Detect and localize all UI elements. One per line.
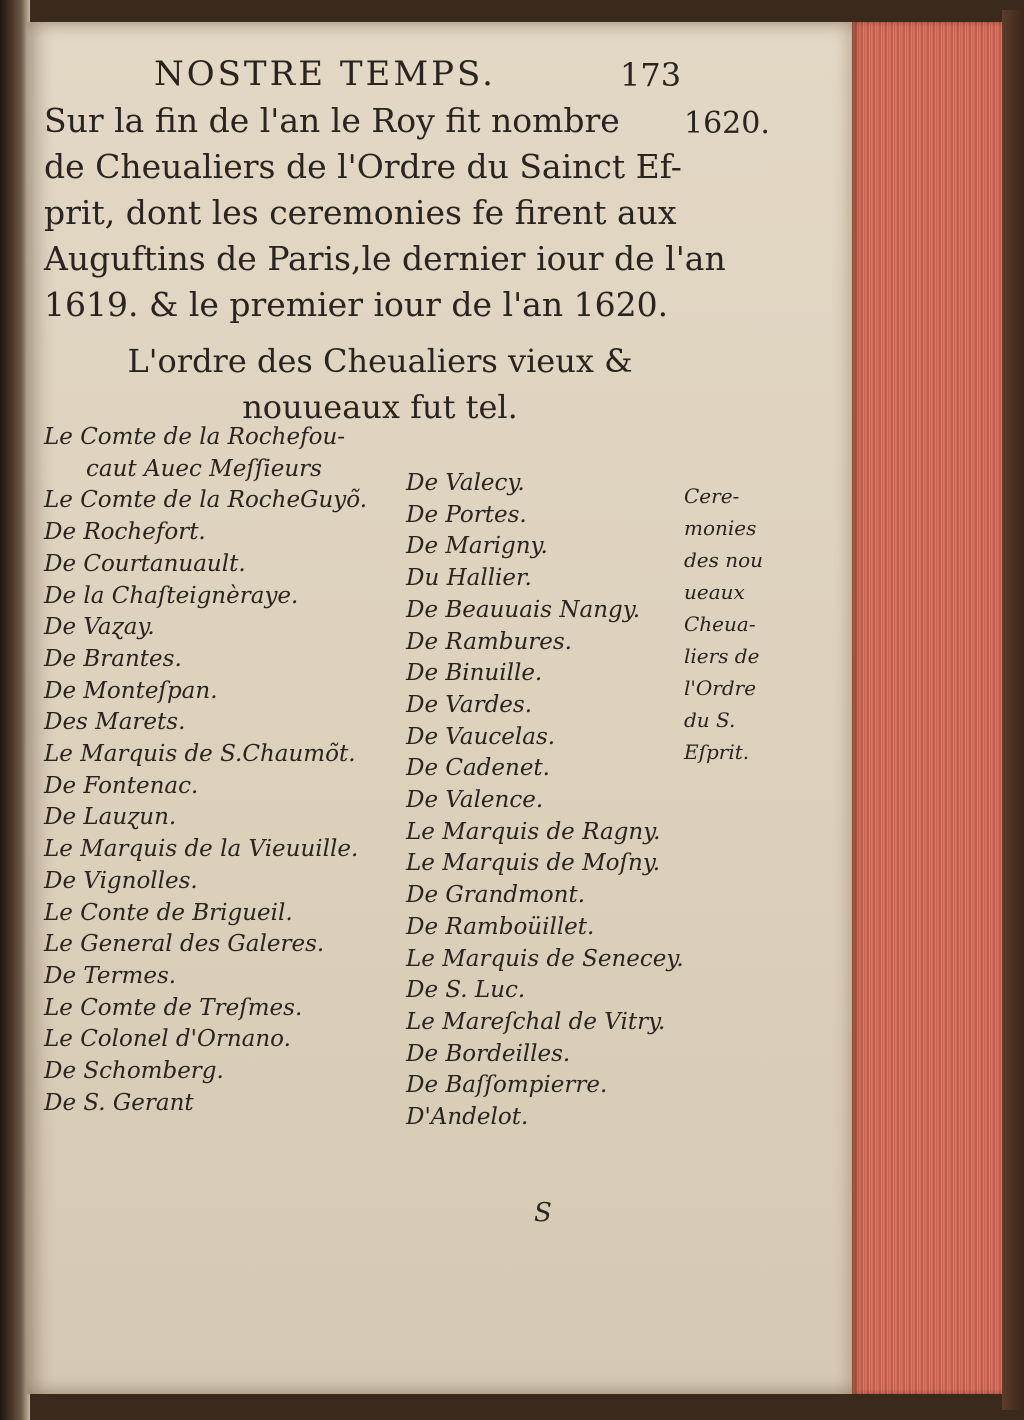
list-item: D'Andelot. [406,1104,529,1131]
list-item: De Courtanuault. [44,550,246,577]
paragraph-line: Auguftins de Paris,le dernier iour de l'an [44,239,726,278]
paragraph-line: 1619. & le premier iour de l'an 1620. [44,285,669,324]
section-heading [40,338,720,430]
list-item: Le Conte de Brigueil. [44,899,293,926]
list-item: De Termes. [44,962,177,989]
list-item: De Brantes. [44,645,182,672]
note-line: des nou [684,548,764,572]
list-item: De Vaɀay. [44,614,155,641]
note-line: ueaux [684,580,745,604]
list-item: De Valence. [406,787,544,814]
margin-year: 1620. [684,106,770,141]
list-item: De Rambures. [406,628,572,655]
list-item: Le Comte de la Rochefou- [44,424,346,450]
running-header: NOSTRE TEMPS. [154,54,496,94]
page-edges [852,22,1002,1394]
list-item: De Baſſompierre. [406,1072,608,1099]
list-item: De S. Gerant [44,1089,194,1116]
list-item: De Cadenet. [406,755,550,782]
list-item: Le Marquis de Moſny. [406,850,661,877]
list-item: Des Marets. [44,709,186,736]
list-item: Le Marquis de Senecey. [406,945,684,972]
list-item: De S. Luc. [406,977,526,1004]
list-item: Le Mareſchal de Vitry. [406,1008,666,1035]
list-item: De Beauuais Nangy. [406,596,641,623]
list-item: De Vaucelas. [406,723,556,750]
list-item: De Vardes. [406,691,533,718]
right-column-list [406,468,684,1134]
list-item: Le Marquis de S.Chaumõt. [44,741,356,768]
note-line: l'Ordre [684,676,757,700]
note-line: liers de [684,644,760,668]
paragraph-line: prit, dont les ceremonies fe firent aux [44,193,677,232]
book-cover [1002,10,1024,1410]
list-item: caut Auec Meſſieurs [86,455,322,482]
list-item: De Lauɀun. [44,804,177,831]
note-line: monies [684,516,757,540]
list-item: De Valecy. [406,470,525,496]
note-line: Cheua- [684,612,756,636]
heading-line: nouueaux fut tel. [242,388,518,426]
list-item: Du Hallier. [406,565,532,592]
note-line: du S. [684,708,736,732]
list-item: Le Comte de Treſmes. [44,994,303,1021]
intro-paragraph [44,98,744,328]
note-line: Cere- [684,484,740,508]
left-column-list [44,422,367,1119]
list-item: De Binuille. [406,660,543,687]
heading-line: L'ordre des Cheualiers vieux & [127,342,633,380]
list-item: Le Marquis de Ragny. [406,818,661,845]
page-number: 173 [620,56,682,94]
list-item: De Portes. [406,501,527,528]
list-item: De Bordeilles. [406,1040,571,1067]
paragraph-line: de Cheualiers de l'Ordre du Sainct Ef- [44,147,682,186]
list-item: De Fontenac. [44,772,199,799]
paragraph-line: Sur la fin de l'an le Roy fit nombre [44,101,620,140]
list-item: De Ramboüillet. [406,913,595,940]
list-item: Le Marquis de la Vieuuille. [44,836,359,863]
list-item: Le Colonel d'Ornano. [44,1026,291,1053]
list-item: De Grandmont. [406,882,586,909]
note-line: Eſprit. [684,740,750,764]
list-item: De Schomberg. [44,1058,224,1085]
list-item: Le General des Galeres. [44,931,325,958]
marginal-note [684,480,784,768]
list-item: De Monteſpan. [44,677,218,704]
list-item: De Marigny. [406,533,548,560]
list-item: De Rochefort. [44,519,206,546]
list-item: De la Chaſteignèraye. [44,582,299,609]
catchword: S [534,1198,552,1228]
list-item: De Vignolles. [44,867,198,894]
list-item: Le Comte de la RocheGuyõ. [44,487,368,514]
